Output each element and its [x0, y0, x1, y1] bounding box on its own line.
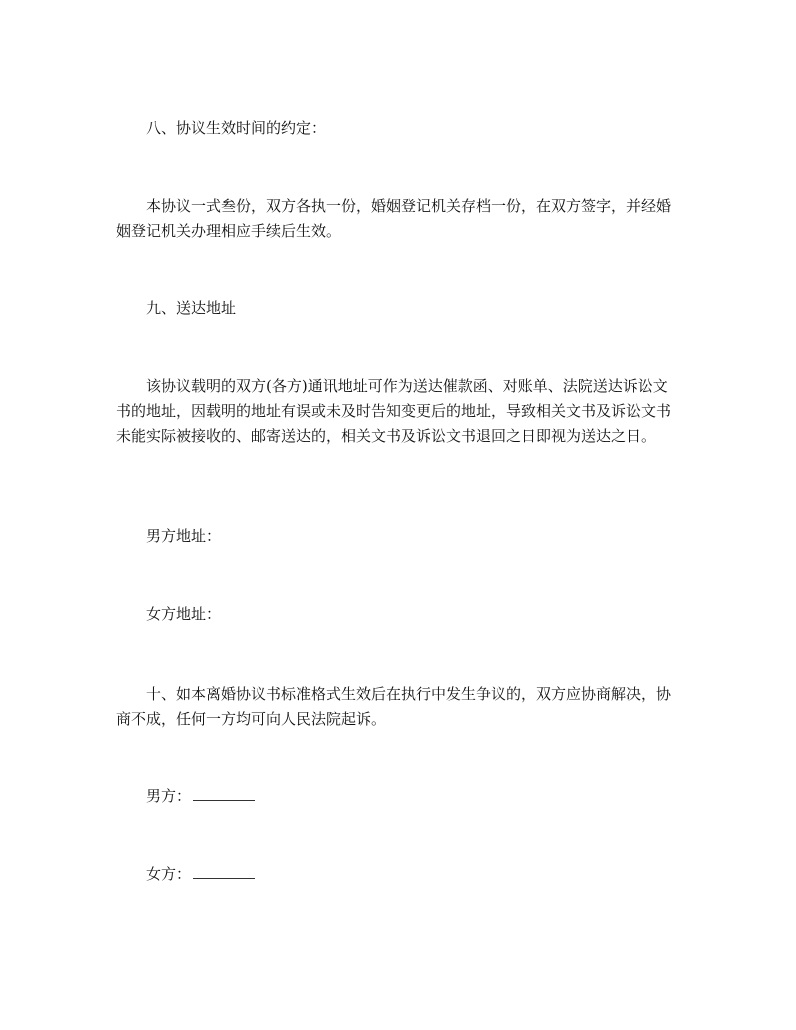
- section-8-body: 本协议一式叁份，双方各执一份，婚姻登记机关存档一份，在双方签字，并经婚姻登记机关办理相应手续后生效。: [116, 197, 672, 240]
- female-signature-blank: [193, 864, 255, 879]
- female-signature-label: 女方：: [146, 865, 192, 883]
- section-8-heading: 八、协议生效时间的约定：: [146, 119, 327, 137]
- female-address-label: 女方地址：: [146, 605, 222, 623]
- male-signature-line: [116, 784, 682, 809]
- female-signature-line: [116, 862, 682, 887]
- section-10-body: 十、如本离婚协议书标准格式生效后在执行中发生争议的，双方应协商解决，协商不成，任何一方均可向人民法院起诉。: [116, 685, 672, 728]
- section-9-body: 该协议载明的双方(各方)通讯地址可作为送达催款函、对账单、法院送达诉讼文书的地址，因载明的地址有误或未及时告知变更后的地址，导致相关文书及诉讼文书未能实际被接收的、邮寄送达的，相关文书及诉讼文书退回之日即视为送达之日。: [116, 377, 672, 445]
- male-address-label: 男方地址：: [146, 527, 222, 545]
- section-9-heading: 九、送达地址: [146, 299, 237, 317]
- male-signature-label: 男方：: [146, 787, 192, 805]
- male-signature-blank: [193, 786, 255, 801]
